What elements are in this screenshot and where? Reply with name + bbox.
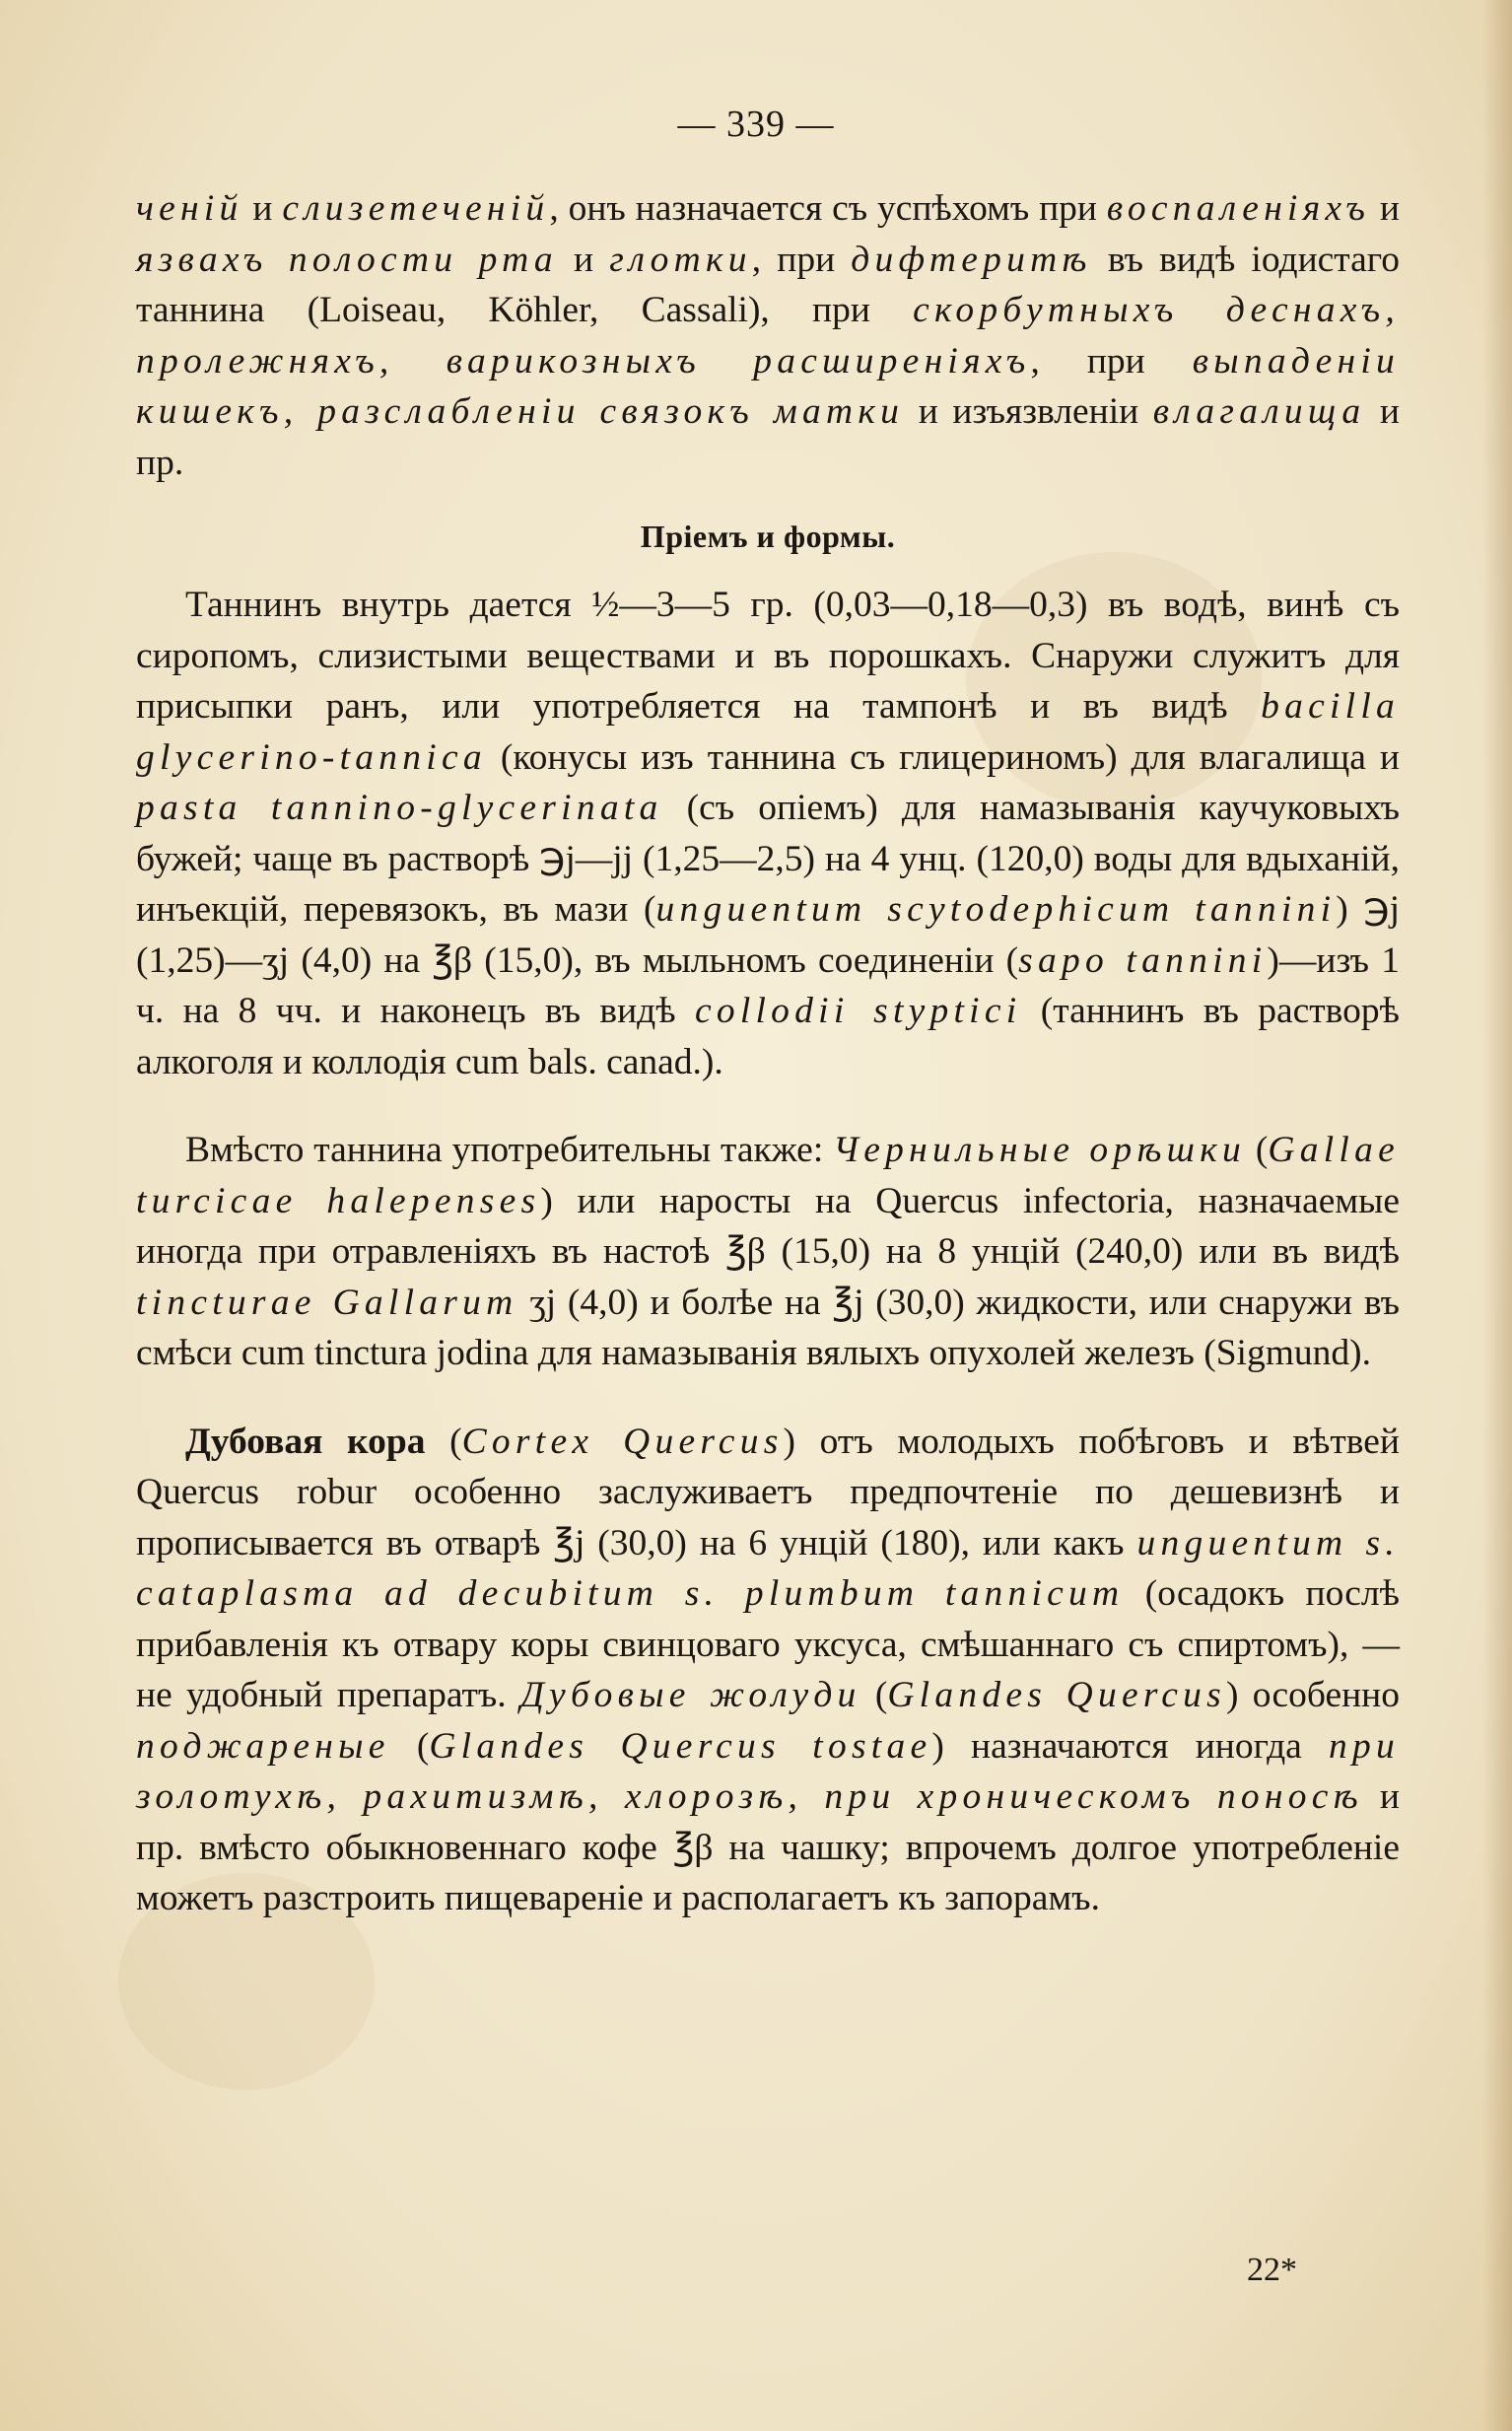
text-run: ) назначаются иногда	[931, 1725, 1329, 1767]
text-run: и	[242, 188, 283, 229]
spaced-italic-term: ченiй	[136, 188, 243, 229]
text-run: , онъ назначается съ успѣхомъ при	[549, 188, 1107, 229]
spaced-italic-term: Чернильные орѣшки	[833, 1130, 1247, 1170]
text-run: (	[860, 1675, 888, 1715]
text-run: (конусы изъ таннина съ глицериномъ) для влагалища и	[486, 736, 1400, 778]
spaced-italic-term: unguentum s. cataplasma ad decubitum s. plumbum tannicum	[136, 1522, 1400, 1614]
spaced-italic-term: воспаленiяхъ	[1106, 188, 1371, 229]
spaced-italic-term: unguentum scytodephicum tannini	[655, 889, 1337, 930]
paragraph-dosage	[136, 580, 1400, 1087]
spaced-italic-term: tincturae Gallarum	[136, 1282, 518, 1323]
text-run: )—изъ 1 ч. на 8 чч. и наконецъ въ видѣ	[136, 939, 1400, 1031]
spaced-italic-term: поджареные	[136, 1725, 390, 1767]
page-edge-shadow	[1482, 0, 1512, 2431]
text-run: ) особенно	[1226, 1675, 1400, 1715]
spaced-italic-term: Cortex Quercus	[461, 1421, 784, 1462]
text-run: въ видѣ iодистаго таннина (Loiseau, Köhler, Cassali), при	[136, 239, 1400, 330]
text-run: ) ℈j (1,25)—ʒj (4,0) на ℥β (15,0), въ мыльномъ соединенiи (	[136, 889, 1401, 981]
text-run: Вмѣсто таннина употребительны также:	[185, 1130, 834, 1170]
spaced-italic-term: скорбутныхъ деснахъ, пролежняхъ, варикозныхъ расширенiяхъ	[136, 290, 1401, 382]
text-run: (таннинъ въ растворѣ алкоголя и коллодiя cum bals. canad.).	[136, 991, 1400, 1082]
text-run: ) отъ молодыхъ побѣговъ и вѣтвей Quercus robur особенно заслуживаетъ предпочтенiе по дешевизнѣ и прописывается въ отварѣ ℥j (30,0) на 6 унцiй (180), или какъ	[136, 1421, 1400, 1563]
text-run: ) или наросты на Quercus infectoria, назначаемые иногда при отравленiяхъ въ настоѣ ℥β (15,0) на 8 унцiй (240,0) или въ видѣ	[136, 1180, 1400, 1272]
text-run: (	[425, 1421, 462, 1462]
paragraph-gallae	[136, 1125, 1400, 1379]
page-number: — 339 —	[677, 104, 835, 145]
paragraph-cortex-quercus	[136, 1417, 1400, 1924]
spaced-italic-term: влагалища	[1152, 391, 1366, 432]
text-run: ʒj (4,0) и болѣе на ℥j (30,0) жидкости, или снаружи въ смѣси cum tinctura jodina для намазыванiя вялыхъ опухолей железъ (Sigmund).	[136, 1282, 1400, 1373]
text-run: и пр. вмѣсто обыкновеннаго кофе ℥β на чашку; впрочемъ долгое употребленiе можетъ разстроить пищеваренiе и располагаетъ къ запорамъ.	[136, 1776, 1400, 1918]
spaced-italic-term: Gallae turcicae halepenses	[136, 1130, 1400, 1221]
spaced-italic-term: sapo tannini	[1018, 939, 1268, 981]
spaced-italic-term: Дубовые жолуди	[519, 1675, 861, 1715]
signature-mark: 22*	[1247, 2252, 1297, 2288]
spaced-italic-term: выпаденiи кишекъ, разслабленiи связокъ матки	[136, 340, 1400, 432]
spaced-italic-term: bacilla glycerino-tannica	[136, 686, 1400, 778]
spaced-italic-term: pasta tannino-glycerinata	[136, 788, 663, 828]
spaced-italic-term: язвахъ полости рта	[136, 239, 558, 280]
section-heading: Прiемъ и формы.	[640, 519, 896, 554]
spaced-italic-term: дифтеритѣ	[851, 239, 1092, 280]
text-run: (съ опiемъ) для намазыванiя каучуковыхъ бужей; чаще въ растворѣ ℈j—jj (1,25—2,5) на 4 унц. (120,0) воды для вдыханiй, инъекцiй, перевязокъ, въ мази (	[136, 788, 1401, 930]
text-run: (осадокъ послѣ прибавленiя къ отвару коры свинцоваго уксуса, смѣшаннаго съ спиртомъ), — не удобный препаратъ.	[136, 1573, 1400, 1715]
text-run: , при	[1030, 340, 1193, 382]
text-run: и	[557, 239, 610, 280]
page-body	[136, 183, 1400, 1924]
bold-term: Дубовая кора	[185, 1421, 426, 1462]
text-run: и пр.	[136, 391, 1400, 483]
text-run: и	[1370, 188, 1400, 229]
spaced-italic-term: слизетеченiй	[282, 188, 550, 229]
paragraph-continuation	[136, 183, 1400, 488]
text-run: , при	[751, 239, 852, 280]
text-run: и изъязвленiи	[904, 391, 1153, 432]
spaced-italic-term: Glandes Quercus tostae	[429, 1725, 932, 1767]
text-run: (	[1246, 1130, 1269, 1170]
text-run: (	[389, 1725, 430, 1767]
spaced-italic-term: при золотухѣ, рахитизмѣ, хлорозѣ, при хроническомъ поносѣ	[136, 1725, 1400, 1817]
spaced-italic-term: глотки	[609, 239, 752, 280]
spaced-italic-term: Glandes Quercus	[887, 1675, 1227, 1715]
text-run: Таннинъ внутрь дается ½—3—5 гр. (0,03—0,18—0,3) въ водѣ, винѣ съ сиропомъ, слизистыми веществами и въ порошкахъ. Снаружи служитъ для присыпки ранъ, или употребляется на тампонѣ и въ видѣ	[136, 585, 1400, 727]
spaced-italic-term: collodii styptici	[694, 991, 1022, 1031]
